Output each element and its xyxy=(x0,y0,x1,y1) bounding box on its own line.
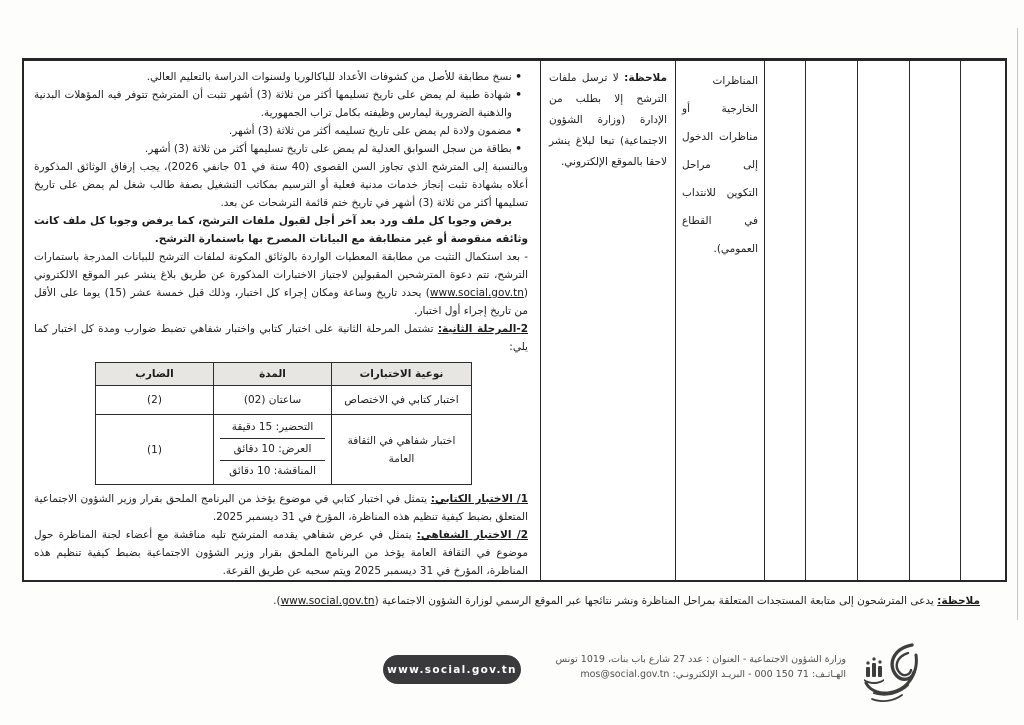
duration-part: التحضير: 15 دقيقة xyxy=(231,421,314,433)
oral-exam-paragraph xyxy=(34,526,528,580)
required-documents-list xyxy=(34,68,528,158)
oral-exam-label: 2/ الاختبار الشفاهي: xyxy=(416,529,528,541)
exam-type-cell: اختبار شفاهي في الثقافة العامة xyxy=(332,415,472,485)
exam-type-cell: اختبار كتابي في الاختصاص xyxy=(332,386,472,415)
exam-duration-header: المدة xyxy=(214,363,332,386)
footer-ministry-line: وزارة الشؤون الاجتماعية - العنوان : عدد 27 شارع باب بنات، 1019 تونس xyxy=(555,654,846,665)
website-pill: www.social.gov.tn xyxy=(383,655,521,684)
exam-coefficient-cell: (1) xyxy=(96,415,214,485)
website-url-text: www.social.gov.tn xyxy=(429,287,524,299)
empty-column-5 xyxy=(765,61,806,580)
note-column-text: لا ترسل ملفات الترشح إلا بطلب من الإدارة (وزارة الشؤون الاجتماعية) تبعا لبلاغ ينشر لاحقا بالموقع الإلكتروني. xyxy=(549,72,667,168)
footer-phone-line: الهـاتـف: 71 150 000 - البريـد الإلكترونـي: mos@social.gov.tn xyxy=(580,669,846,680)
age-limit-paragraph: وبالنسبة إلى المترشح الذي تجاوز السن القصوى (40 سنة في 01 جانفي 2026)، يجب إرفاق الوثائق المذكورة أعلاه بشهادة تثبت إنجاز خدمات مدنية فعلية أو الترسيم بمكاتب التشغيل بصفة طالب شغل لم يمض على تاريخ تسليمها أكثر من ثلاثة (3) أشهر في تاريخ ختم قائمة الترشحات عن بعد. xyxy=(34,161,528,209)
main-content-cell xyxy=(24,61,541,580)
list-item: • شهادة طبية لم يمض على تاريخ تسليمها أكثر من ثلاثة (3) أشهر تثبت أن المترشح تتوفر فيه المؤهلات البدنية والذهنية الضرورية ليمارس وظيفته بكامل تراب الجمهورية. xyxy=(34,86,522,122)
exam-duration-cell xyxy=(214,415,332,485)
list-item: • نسخ مطابقة للأصل من كشوفات الأعداد للباكالوريا ولسنوات الدراسة بالتعليم العالي. xyxy=(34,68,522,86)
oral-exam-text: يتمثل في عرض شفاهي يقدمه المترشح تليه مناقشة مع أعضاء لجنة المناظرة حول موضوع في الثقافة العامة يؤخذ من البرنامج الملحق بقرار وزير الشؤون الاجتماعية بضبط كيفية تنظيم هذه المناظرة، المؤرخ في 31 ديسمبر 2025 ويتم سحبه عن طريق القرعة. xyxy=(34,529,528,577)
written-exam-label: 1/ الاختبار الكتابي: xyxy=(430,493,529,505)
note-column-label: ملاحظة: xyxy=(624,72,667,84)
website-url-text: www.social.gov.tn xyxy=(280,595,375,607)
table-row xyxy=(96,415,472,485)
stage-two-heading xyxy=(34,320,528,356)
competition-type-column xyxy=(676,61,765,580)
exam-coefficient-header: الضارب xyxy=(96,363,214,386)
duration-part: المناقشة: 10 دقائق xyxy=(220,460,325,482)
exam-table-header-row xyxy=(96,363,472,386)
exam-table xyxy=(95,362,472,485)
verification-paragraph xyxy=(34,248,528,320)
table-row xyxy=(96,386,472,415)
verification-text-before: - بعد استكمال التثبت من مطابقة المعطيات الواردة بالوثائق المكونة لملفات الترشح للبيانات المدرجة باستمارات الترشح، تتم دعوة المترشحين المقبولين لاجتياز الاختبارات المذكورة عن طريق بلاغ ينشر عبر الموقع الالكتروني ( xyxy=(34,251,529,299)
empty-column-1 xyxy=(961,61,1005,580)
list-item: • بطاقة من سجل السوابق العدلية لم يمض على تاريخ تسليمها أكثر من ثلاثة (3) أشهر. xyxy=(34,140,522,158)
list-item: • مضمون ولادة لم يمض على تاريخ تسليمه أكثر من ثلاثة (3) أشهر. xyxy=(34,122,522,140)
stage-two-label: 2-المرحلة الثانية: xyxy=(437,323,528,335)
exam-type-header: نوعية الاختبارات xyxy=(332,363,472,386)
ministry-logo-icon xyxy=(858,641,920,711)
written-exam-text: يتمثل في اختبار كتابي في موضوع يؤخذ من البرنامج الملحق بقرار وزير الشؤون الاجتماعية المتعلق بضبط كيفية تنظيم هذه المناظرة، المؤرخ في 31 ديسمبر 2025. xyxy=(34,493,528,523)
duration-part: العرض: 10 دقائق xyxy=(220,438,325,460)
empty-column-2 xyxy=(910,61,961,580)
verification-text-after: ) يحدد تاريخ وساعة ومكان إجراء كل اختبار، وذلك قبل خمسة عشر (15) يوما على الأقل من تاريخ إجراء أول اختبار. xyxy=(34,287,528,317)
bottom-note-after: ). xyxy=(273,595,281,607)
footer-address-block xyxy=(486,652,846,682)
bottom-note-label: ملاحظة: xyxy=(937,595,980,607)
written-exam-paragraph xyxy=(34,490,528,526)
empty-column-4 xyxy=(806,61,858,580)
rejection-paragraph: يرفض وجوبا كل ملف ورد بعد آخر أجل لقبول ملفات الترشح، كما يرفض وجوبا كل ملف كانت وثائقه منقوصة أو غير متطابقة مع البيانات المصرح بها باستمارة الترشح. xyxy=(34,215,528,245)
exam-coefficient-cell: (2) xyxy=(96,386,214,415)
empty-column-3 xyxy=(858,61,910,580)
note-column xyxy=(541,61,676,580)
scan-page-edge-line xyxy=(1017,28,1018,620)
stage-two-text: تشتمل المرحلة الثانية على اختبار كتابي واختبار شفاهي تضبط ضوارب ومدة كل اختبار كما يلي: xyxy=(34,323,528,353)
bottom-note-text: يدعى المترشحون إلى متابعة المستجدات المتعلقة بمراحل المناظرة ونشر نتائجها عبر الموقع الرسمي لوزارة الشؤون الاجتماعية ( xyxy=(374,595,938,607)
exam-duration-cell: ساعتان (02) xyxy=(214,386,332,415)
bottom-note xyxy=(30,592,980,610)
competition-type-text: المناظرات الخارجية أو مناظرات الدخول إلى مراحل التكوين للانتداب في القطاع العمومي). xyxy=(682,75,758,255)
announcement-table xyxy=(22,58,1007,582)
